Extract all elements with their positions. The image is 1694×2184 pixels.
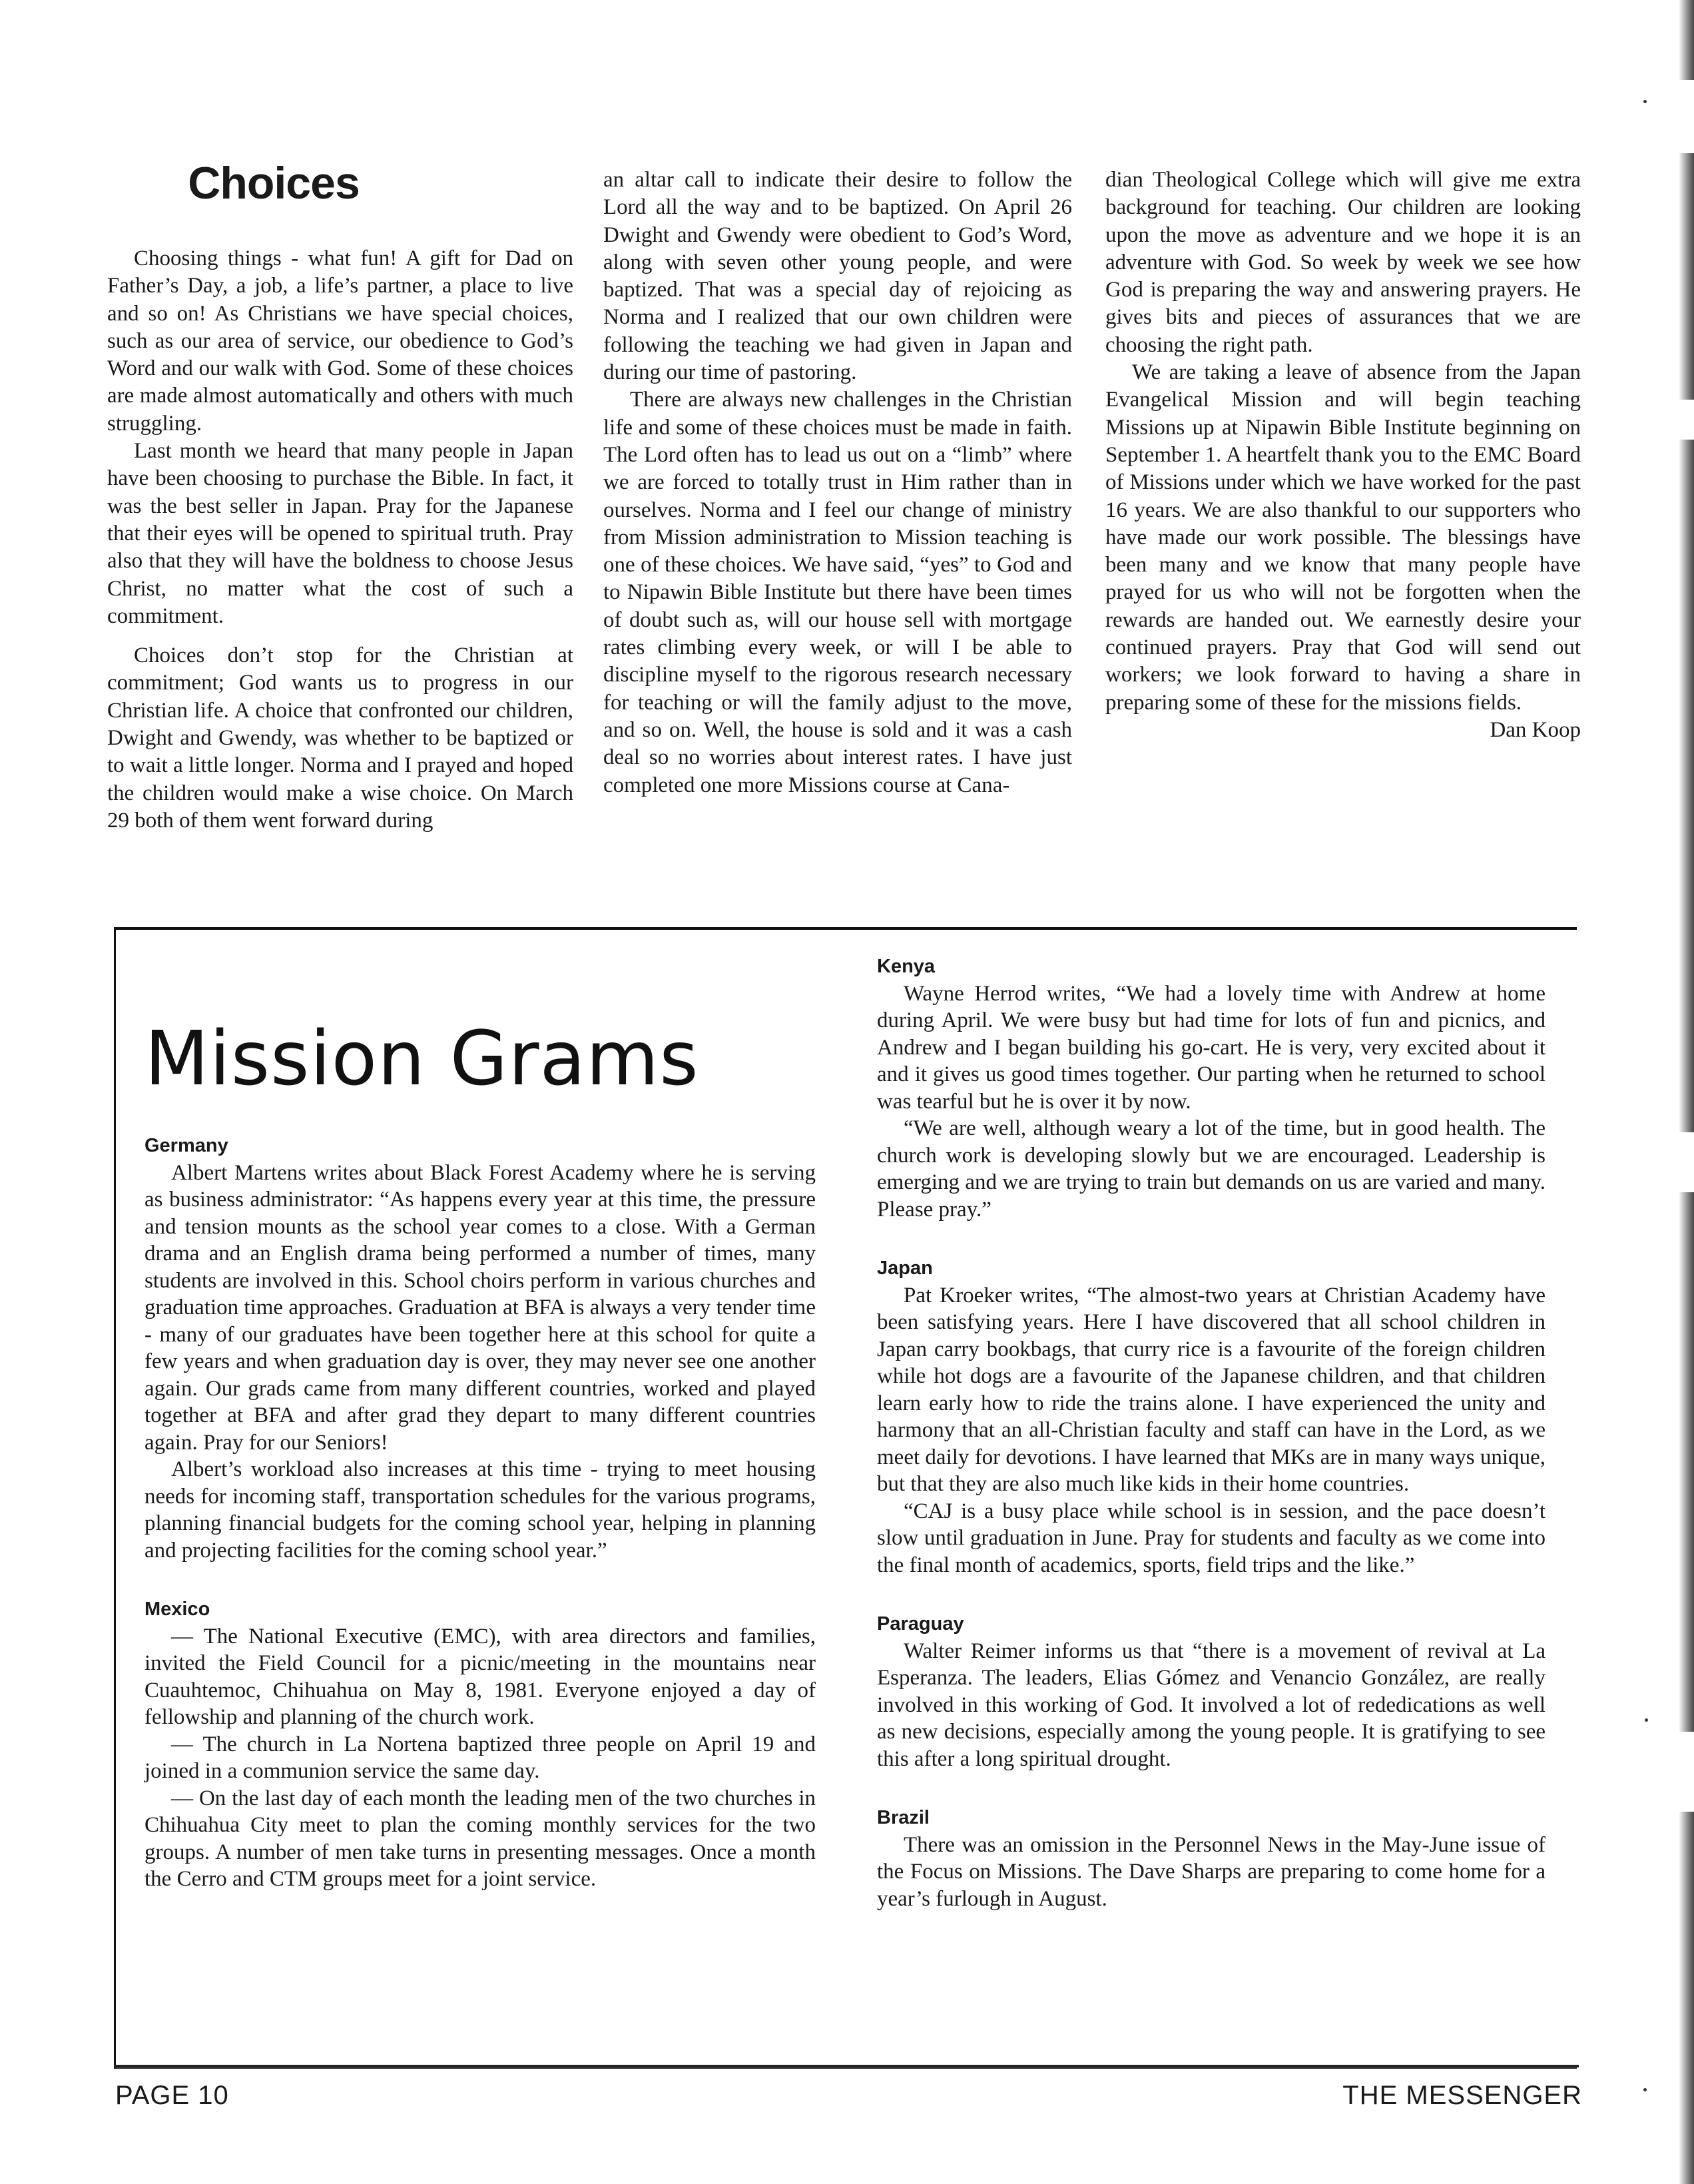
section-germany [144,1132,816,1564]
choices-paragraph-2: Last month we heard that many people in Japan have been choosing to purchase the Bible. In fact, it was the best seller in Japan. Pray for the Japanese that their eyes will be opened to spiritual truth. Pray also that they will have the boldness to choose Jesus Christ, no matter what the cost of such a commitment. [107,439,573,628]
mission-grams-title: Mission Grams [144,1016,699,1102]
japan-paragraph-2: “CAJ is a busy place while school is in session, and the pace doesn’t slow until graduation in June. Pray for students and faculty as we come into the final month of academics, sports, field trips and the like.” [877,1499,1546,1577]
choices-paragraph-1: Choosing things - what fun! A gift for Dad on Father’s Day, a job, a life’s partner, a place to live and so on! As Christians we have special choices, such as our area of service, our obedience to God’s Word and our walk with God. Some of these choices are made almost automatically and others with much struggling. [107,246,573,436]
mexico-paragraph-3: — On the last day of each month the leading men of the two churches in Chihuahua City meet to plan the coming monthly services for the two groups. A number of men take turns in presenting messages. Once a month the Cerro and CTM groups meet for a joint service. [144,1786,816,1891]
section-paraguay [877,1611,1546,1772]
heading-paraguay: Paraguay [877,1613,964,1635]
paraguay-paragraph-1: Walter Reimer informs us that “there is a movement of revival at La Esperanza. The leaders, Elias Gómez and Venancio González, are really involved in this working of God. It involved a lot of rededications as well as new decisions, especially among the young people. It is gratifying to see this after a long spiritual drought. [877,1638,1546,1771]
scan-speck [1643,2088,1647,2091]
mexico-paragraph-2: — The church in La Nortena baptized three people on April 19 and joined in a communion service the same day. [144,1732,816,1783]
heading-mexico: Mexico [144,1599,210,1620]
heading-germany: Germany [144,1135,228,1156]
mission-grams-right-column [877,953,1546,1912]
scan-page-edge [1679,0,1694,2184]
mission-grams-bottom-rule [114,2065,1579,2067]
kenya-paragraph-2: “We are well, although weary a lot of the time, but in good health. The church work is developing slowly but we are encouraged. Leadership is emerging and we are trying to train but demands on us are varied and many. Please pray.” [877,1116,1546,1222]
section-mexico [144,1596,816,1893]
kenya-paragraph-1: Wayne Herrod writes, “We had a lovely time with Andrew at home during April. We were busy but had time for lots of fun and picnics, and Andrew and I began building his go-cart. He is very, very excited about it and it gives us good times together. Our parting when he returned to school was tearful but he is over it by now. [877,981,1546,1114]
brazil-paragraph-1: There was an omission in the Personnel News in the May-June issue of the Focus on Missions. The Dave Sharps are preparing to come home for a year’s furlough in August. [877,1832,1546,1911]
choices-column-1 [107,245,573,835]
choices-column-2 [603,167,1072,799]
choices-paragraph-3: Choices don’t stop for the Christian at commitment; God wants us to progress in our Christian life. A choice that confronted our children, Dwight and Gwendy, was whether to be baptized or to wait a little longer. Norma and I prayed and hoped the children would make a wise choice. On March 29 both of them went forward during [107,643,573,833]
choices-column-3 [1105,167,1581,744]
scan-speck [1645,1718,1648,1722]
choices-paragraph-4: There are always new challenges in the Christian life and some of these choices must be made in faith. The Lord often has to lead us out on a “limb” where we are forced to totally trust in Him rather than in ourselves. Norma and I feel our change of ministry from Mission administration to Mission teaching is one of these choices. We have said, “yes” to God and to Nipawin Bible Institute but there have been times of doubt such as, will our house sell with mortgage rates climbing every week, or will I be able to discipline myself to the rigorous research necessary for teaching or will the family adjust to the move, and so on. Well, the house is sold and it was a cash deal so no worries about interest rates. I have just completed one more Missions course at Cana- [603,388,1072,797]
japan-paragraph-1: Pat Kroeker writes, “The almost-two years at Christian Academy have been satisfying years. Here I have discovered that all school children in Japan carry bookbags, that curry rice is a favourite of the foreign children while hot dogs are a favourite of the Japanese children, and that children learn early how to ride the trains alone. I have experienced the unity and harmony that an all-Christian faculty and staff can have in the Lord, as we meet daily for devotions. I have learned that MKs are in many ways unique, but that they are also much like kids in their home countries. [877,1283,1546,1496]
heading-japan: Japan [877,1258,933,1279]
section-brazil [877,1804,1546,1912]
choices-title: Choices [188,158,360,208]
heading-brazil: Brazil [877,1807,930,1828]
germany-paragraph-2: Albert’s workload also increases at this time - trying to meet housing needs for incoming staff, transportation schedules for the various programs, planning financial budgets for the coming school year, helping in planning and projecting facilities for the coming school year.” [144,1457,816,1563]
mexico-paragraph-1: — The National Executive (EMC), with area directors and families, invited the Field Council for a picnic/meeting in the mountains near Cuauhtemoc, Chihuahua on May 8, 1981. Everyone enjoyed a day of fellowship and planning of the church work. [144,1624,816,1729]
mission-grams-left-column [144,1132,816,1893]
section-japan [877,1255,1546,1579]
section-kenya [877,953,1546,1223]
scan-speck [1643,100,1647,103]
heading-kenya: Kenya [877,956,936,977]
author-signature: Dan Koop [1490,717,1581,742]
choices-paragraph-5: We are taking a leave of absence from the Japan Evangelical Mission and will begin teaching Missions up at Nipawin Bible Institute beginning on September 1. A heartfelt thank you to the EMC Board of Missions under which we have worked for the past 16 years. We are also thankful to our supporters who have made our work possible. The blessings have been many and we know that many people have prayed for us who will not be forgotten when the rewards are handed out. We earnestly desire your continued prayers. Pray that God will send out workers; we look forward to having a share in preparing some of these for the missions fields. [1105,360,1581,715]
choices-paragraph-3-continued: an altar call to indicate their desire to follow the Lord all the way and to be baptized. On April 26 Dwight and Gwendy were obedient to God’s Word, along with seven other young people, and were baptized. That was a special day of rejoicing as Norma and I realized that our own children were following the teaching we had given in Japan and during our time of pastoring. [603,168,1072,385]
choices-paragraph-4-continued: dian Theological College which will give me extra background for teaching. Our children are looking upon the move as adventure and we hope it is an adventure with God. So week by week we see how God is preparing the way and answering prayers. He gives bits and pieces of assurances that we are choosing the right path. [1105,168,1581,357]
page-number: PAGE 10 [115,2081,229,2110]
germany-paragraph-1: Albert Martens writes about Black Forest Academy where he is serving as business administrator: “As happens every year at this time, the pressure and tension mounts as the school year comes to a close. With a German drama and an English drama being performed a number of times, many students are involved in this. School choirs perform in various churches and graduation time approaches. Graduation at BFA is always a very tender time - many of our graduates have been together here at this school for quite a few years and when graduation day is over, they may never see one another again. Our grads came from many different countries, worked and played together at BFA and after grad they depart to many different countries again. Pray for our Seniors! [144,1160,816,1455]
publication-name: THE MESSENGER [1342,2081,1582,2110]
